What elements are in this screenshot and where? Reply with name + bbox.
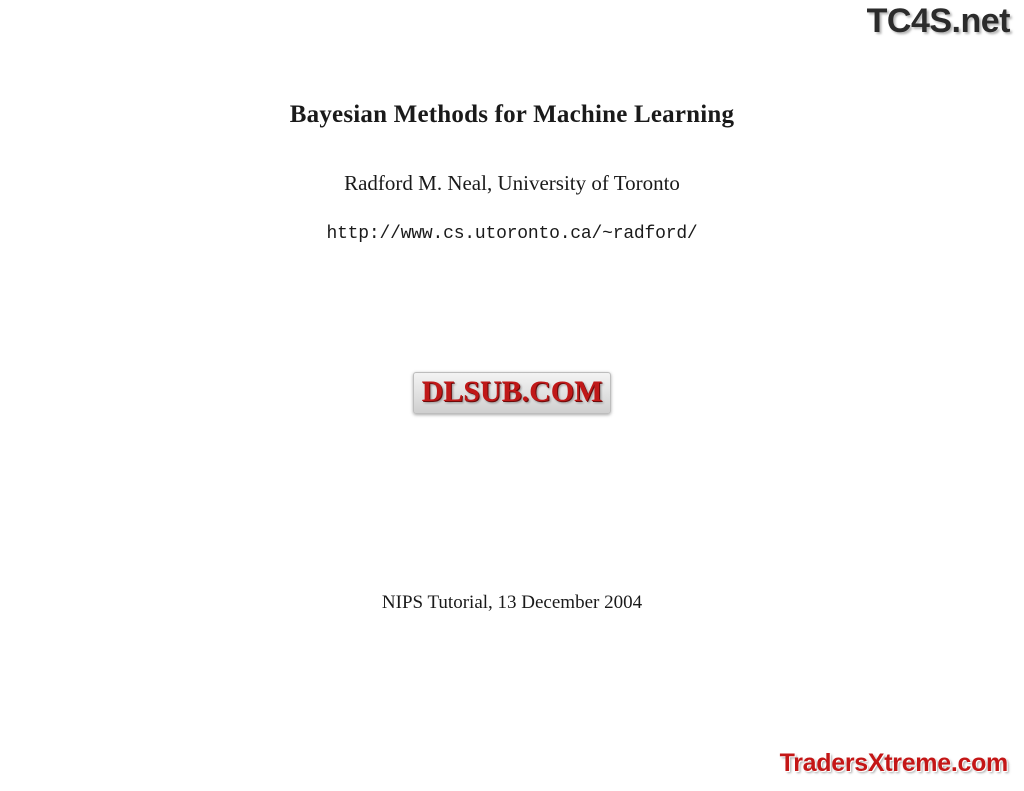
page-title: Bayesian Methods for Machine Learning <box>289 100 735 128</box>
author-url: http://www.cs.utoronto.ca/~radford/ <box>326 224 698 244</box>
watermark-top-right: TC4S.net <box>866 2 1010 40</box>
event-footer: NIPS Tutorial, 13 December 2004 <box>381 592 643 613</box>
author-line: Radford M. Neal, University of Toronto <box>344 171 680 195</box>
watermark-center-container <box>0 372 1024 414</box>
watermark-center: DLSUB.COM <box>413 372 612 414</box>
watermark-bottom-right: TradersXtreme.com <box>779 749 1008 777</box>
